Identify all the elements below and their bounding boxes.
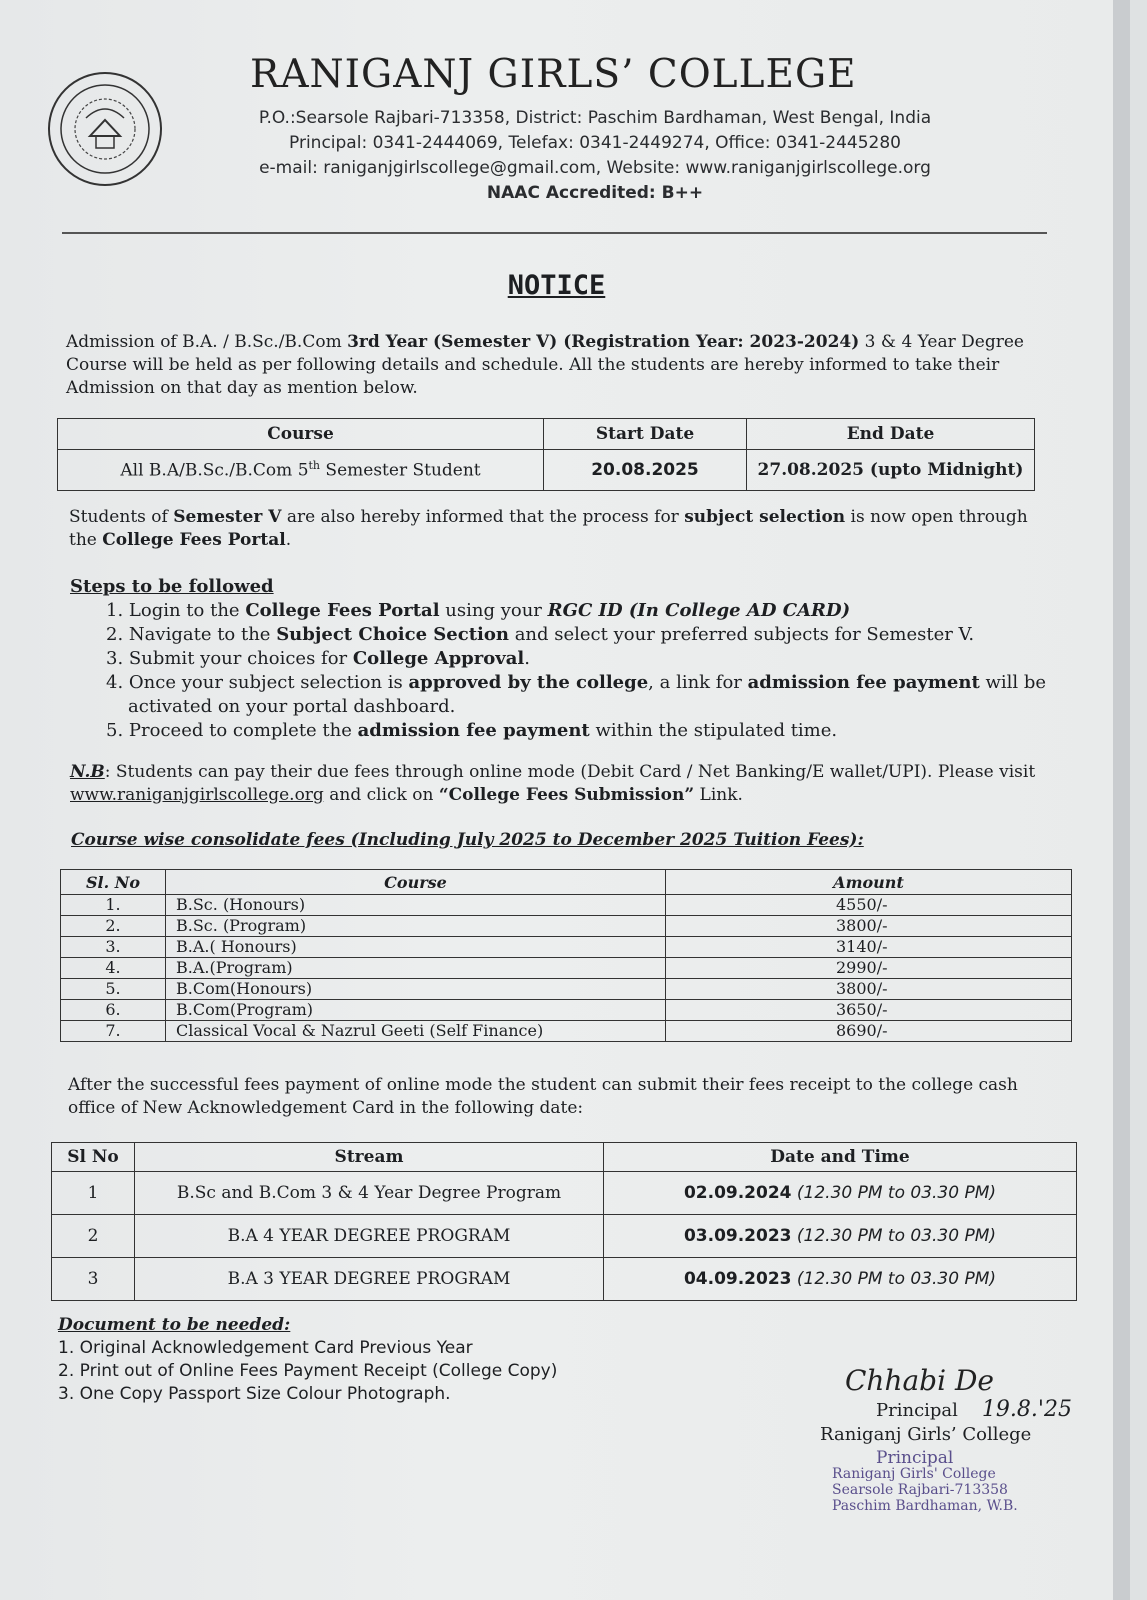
website-link[interactable]: www.raniganjgirlscollege.org xyxy=(70,785,324,805)
item-number: 1. xyxy=(106,600,124,621)
amount-cell: 3650/- xyxy=(666,1000,1072,1021)
column-header: Amount xyxy=(666,870,1072,895)
course-cell: B.A.( Honours) xyxy=(166,937,666,958)
text: Link. xyxy=(694,785,743,805)
serial-cell: 5. xyxy=(61,979,166,1000)
text-bold-italic: RGC ID (In College AD CARD) xyxy=(547,600,851,621)
table-header-row xyxy=(58,419,1035,450)
end-date-cell: 27.08.2025 (upto Midnight) xyxy=(747,450,1035,491)
serial-cell: 1. xyxy=(61,895,166,916)
list-item xyxy=(106,647,1060,671)
signatory-title: Principal xyxy=(876,1400,958,1421)
table-row xyxy=(61,1021,1072,1042)
list-item: 1. Original Acknowledgement Card Previous Year xyxy=(58,1338,473,1358)
item-number: 3. xyxy=(106,648,124,669)
superscript: th xyxy=(308,459,321,473)
text-bold: College Approval xyxy=(352,648,525,669)
signature-block xyxy=(820,1398,1072,1447)
list-item: 3. One Copy Passport Size Colour Photograph. xyxy=(58,1384,451,1404)
naac-accreditation: NAAC Accredited: B++ xyxy=(486,183,704,203)
course-cell: B.Com(Honours) xyxy=(166,979,666,1000)
course-cell: B.Sc. (Program) xyxy=(166,916,666,937)
serial-cell: 3 xyxy=(52,1258,135,1301)
table-row xyxy=(52,1258,1077,1301)
table-row xyxy=(52,1172,1077,1215)
official-stamp xyxy=(832,1450,1018,1514)
list-item xyxy=(106,623,1060,647)
date-text: 04.09.2023 xyxy=(683,1269,792,1289)
amount-cell: 3800/- xyxy=(666,916,1072,937)
start-date-cell: 20.08.2025 xyxy=(544,450,747,491)
column-header: End Date xyxy=(747,419,1035,450)
table-row xyxy=(52,1215,1077,1258)
steps-list xyxy=(70,599,1060,743)
column-header: Sl. No xyxy=(61,870,166,895)
text-bold: approved by the college xyxy=(408,672,649,693)
stream-cell: B.A 4 YEAR DEGREE PROGRAM xyxy=(135,1215,604,1258)
receipt-schedule-table xyxy=(51,1142,1077,1301)
date-text: 02.09.2024 xyxy=(683,1183,792,1203)
text: Navigate to the xyxy=(128,624,277,645)
text-bold: admission fee payment xyxy=(747,672,980,693)
documents-section xyxy=(58,1314,758,1406)
text: within the stipulated time. xyxy=(589,720,838,741)
stream-cell: B.A 3 YEAR DEGREE PROGRAM xyxy=(135,1258,604,1301)
text: Login to the xyxy=(128,600,246,621)
text-bold: Semester V xyxy=(173,507,282,527)
contact-line: e-mail: raniganjgirlscollege@gmail.com, Website: www.raniganjgirlscollege.org xyxy=(259,158,931,178)
course-cell: B.Sc. (Honours) xyxy=(166,895,666,916)
date-time-cell xyxy=(604,1258,1077,1301)
column-header: Date and Time xyxy=(604,1143,1077,1172)
table-header-row xyxy=(61,870,1072,895)
table-row xyxy=(61,958,1072,979)
intro-emphasis: 3rd Year (Semester V) (Registration Year: 2023-2024) xyxy=(347,332,860,352)
text: Students of xyxy=(69,507,174,527)
table-row xyxy=(61,1000,1072,1021)
table-row xyxy=(61,979,1072,1000)
stamp-line: Paschim Bardhaman, W.B. xyxy=(832,1498,1018,1514)
serial-cell: 3. xyxy=(61,937,166,958)
signatory-line xyxy=(820,1398,1072,1423)
item-number: 2. xyxy=(106,624,124,645)
table-row xyxy=(61,895,1072,916)
date-time-cell xyxy=(604,1172,1077,1215)
text: , a link for xyxy=(648,672,748,693)
stamp-title: Principal xyxy=(876,1448,954,1468)
phone-line: Principal: 0341-2444069, Telefax: 0341-2449274, Office: 0341-2445280 xyxy=(289,133,901,153)
amount-cell: 8690/- xyxy=(666,1021,1072,1042)
intro-text-rest: 3 & 4 Year Degree Course will be held as per following details and schedule. All the students are hereby informed to take their Admission on that day as mention below. xyxy=(66,332,1024,398)
column-header: Sl No xyxy=(52,1143,135,1172)
course-cell xyxy=(58,450,544,491)
college-name: RANIGANJ GIRLS’ COLLEGE xyxy=(250,52,857,97)
list-item xyxy=(106,671,1060,719)
course-cell: B.Com(Program) xyxy=(166,1000,666,1021)
text: using your xyxy=(439,600,548,621)
intro-text: Admission of B.A. / B.Sc./B.Com xyxy=(66,332,348,352)
serial-cell: 1 xyxy=(52,1172,135,1215)
text: Submit your choices for xyxy=(128,648,353,669)
list-item xyxy=(106,719,1060,743)
intro-paragraph xyxy=(66,331,1046,400)
date-time-cell xyxy=(604,1215,1077,1258)
admission-schedule-table xyxy=(57,418,1035,491)
course-text-rest: Semester Student xyxy=(320,460,481,481)
table-row xyxy=(58,450,1035,491)
course-cell: Classical Vocal & Nazrul Geeti (Self Finance) xyxy=(166,1021,666,1042)
amount-cell: 2990/- xyxy=(666,958,1072,979)
amount-cell: 3140/- xyxy=(666,937,1072,958)
college-seal-icon xyxy=(46,70,164,188)
column-header: Course xyxy=(58,419,544,450)
stamp-line: Raniganj Girls' College xyxy=(832,1466,996,1482)
serial-cell: 2. xyxy=(61,916,166,937)
fees-heading: Course wise consolidate fees (Including July 2025 to December 2025 Tuition Fees): xyxy=(71,830,864,850)
text-bold: subject selection xyxy=(684,507,846,527)
text-bold: College Fees Portal xyxy=(102,530,286,550)
text: Once your subject selection is xyxy=(128,672,409,693)
column-header: Start Date xyxy=(544,419,747,450)
amount-cell: 3800/- xyxy=(666,979,1072,1000)
time-text: (12.30 PM to 03.30 PM) xyxy=(791,1269,997,1289)
column-header: Course xyxy=(166,870,666,895)
steps-section xyxy=(70,575,1060,743)
table-row xyxy=(61,937,1072,958)
table-header-row xyxy=(52,1143,1077,1172)
table-row xyxy=(61,916,1072,937)
notice-title: NOTICE xyxy=(507,270,606,301)
page-edge xyxy=(1113,0,1130,1600)
text: and select your preferred subjects for Semester V. xyxy=(508,624,975,645)
stamp-line: Searsole Rajbari-713358 xyxy=(832,1482,1008,1498)
nb-paragraph xyxy=(70,761,1060,807)
text: is now open through the xyxy=(69,507,1028,550)
text: are also hereby informed that the process for xyxy=(281,507,685,527)
receipt-paragraph: After the successful fees payment of online mode the student can submit their fees receipt to the college cash office of New Acknowledgement Card in the following date: xyxy=(68,1075,1018,1118)
list-item: 2. Print out of Online Fees Payment Receipt (College Copy) xyxy=(58,1361,558,1381)
subject-selection-paragraph xyxy=(69,506,1049,552)
signature-date: 19.8.'25 xyxy=(981,1397,1072,1422)
time-text: (12.30 PM to 03.30 PM) xyxy=(791,1183,997,1203)
text: Proceed to complete the xyxy=(128,720,358,741)
serial-cell: 2 xyxy=(52,1215,135,1258)
text: will be activated on your portal dashboard. xyxy=(128,672,1047,717)
serial-cell: 7. xyxy=(61,1021,166,1042)
serial-cell: 6. xyxy=(61,1000,166,1021)
amount-cell: 4550/- xyxy=(666,895,1072,916)
steps-heading: Steps to be followed xyxy=(70,576,274,597)
documents-heading: Document to be needed: xyxy=(58,1315,291,1335)
list-item xyxy=(106,599,1060,623)
text: and click on xyxy=(323,785,439,805)
handwritten-signature: Chhabi De xyxy=(845,1364,994,1397)
signatory-college: Raniganj Girls’ College xyxy=(820,1424,1032,1445)
item-number: 4. xyxy=(106,672,124,693)
text-bold: admission fee payment xyxy=(357,720,590,741)
fees-table xyxy=(60,869,1072,1042)
text-bold: “College Fees Submission” xyxy=(438,785,695,805)
text: : Students can pay their due fees through online mode (Debit Card / Net Banking/E wallet/UPI). Please visit xyxy=(104,762,1036,782)
course-text: All B.A/B.Sc./B.Com 5 xyxy=(120,460,309,481)
course-cell: B.A.(Program) xyxy=(166,958,666,979)
item-number: 5. xyxy=(106,720,124,741)
address-line: P.O.:Searsole Rajbari-713358, District: Paschim Bardhaman, West Bengal, India xyxy=(258,108,932,128)
date-text: 03.09.2023 xyxy=(683,1226,792,1246)
column-header: Stream xyxy=(135,1143,604,1172)
time-text: (12.30 PM to 03.30 PM) xyxy=(791,1226,997,1246)
text-bold: College Fees Portal xyxy=(245,600,440,621)
text: . xyxy=(285,530,292,550)
header-divider xyxy=(62,232,1047,234)
serial-cell: 4. xyxy=(61,958,166,979)
stream-cell: B.Sc and B.Com 3 & 4 Year Degree Program xyxy=(135,1172,604,1215)
text: . xyxy=(524,648,530,669)
nb-label: N.B xyxy=(70,762,105,782)
college-address xyxy=(175,106,1015,206)
text-bold: Subject Choice Section xyxy=(276,624,509,645)
